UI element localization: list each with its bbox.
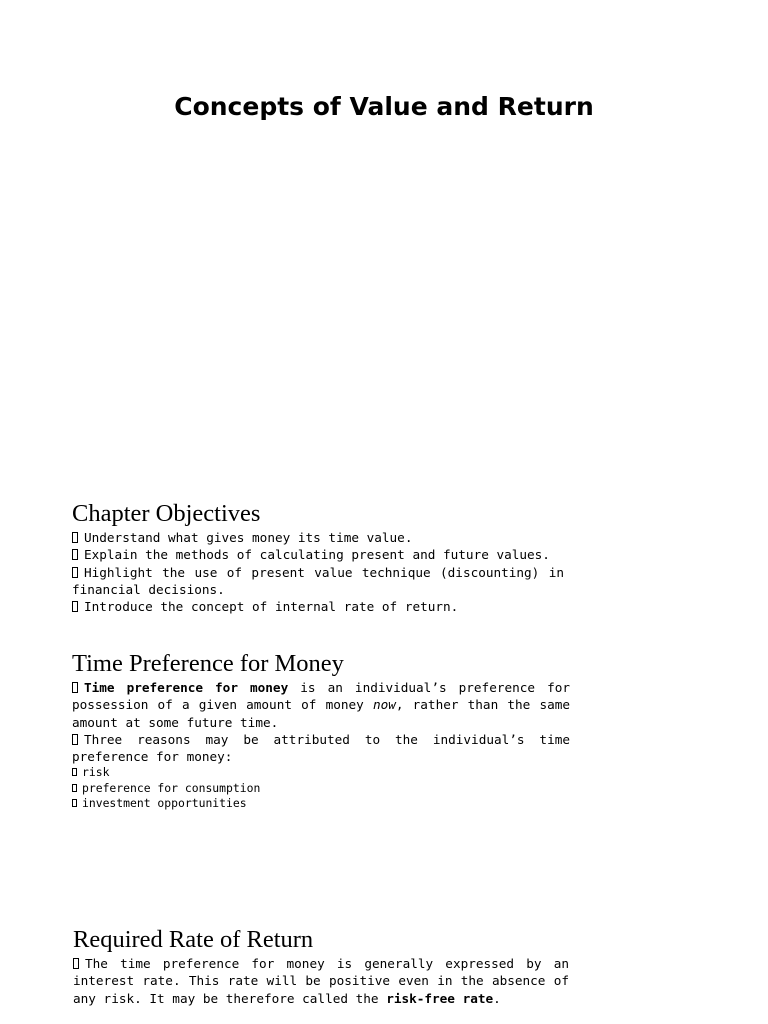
square-bullet-icon [72,734,78,745]
list-item: Understand what gives money its time value. [72,529,564,546]
required-return-paragraph: The time preference for money is generally expressed by an interest rate. This rate will be positive even in the absence of any risk. It may be therefore called the risk-free rate. [73,956,569,1006]
square-bullet-icon [72,549,78,560]
small-square-bullet-icon [72,768,77,776]
square-bullet-icon [73,958,79,969]
list-item: Introduce the concept of internal rate of return. [72,598,564,615]
time-preference-paragraph-2: Three reasons may be attributed to the individual’s time preference for money: [72,732,570,765]
list-item: risk [72,765,260,781]
reasons-list [72,765,260,812]
page-title: Concepts of Value and Return [174,92,594,121]
time-preference-paragraph-1: Time preference for money is an individual’s preference for possession of a given amount of money now, rather than the same amount at some future time. [72,680,570,730]
term-time-preference: Time preference for money [84,680,289,695]
emphasis-now: now [372,697,396,713]
small-square-bullet-icon [72,799,77,807]
list-item: Highlight the use of present value technique (discounting) in financial decisions. [72,564,564,597]
section-heading-required-return: Required Rate of Return [73,926,314,953]
list-item: investment opportunities [72,796,260,812]
small-square-bullet-icon [72,784,77,792]
square-bullet-icon [72,567,78,578]
square-bullet-icon [72,682,78,693]
section-heading-time-preference: Time Preference for Money [72,650,344,677]
list-item: Explain the methods of calculating present and future values. [72,546,564,563]
square-bullet-icon [72,532,78,543]
objectives-list [72,529,564,615]
section-heading-objectives: Chapter Objectives [72,500,261,527]
list-item: preference for consumption [72,781,260,797]
term-risk-free-rate: risk-free rate [386,990,494,1006]
square-bullet-icon [72,601,78,612]
